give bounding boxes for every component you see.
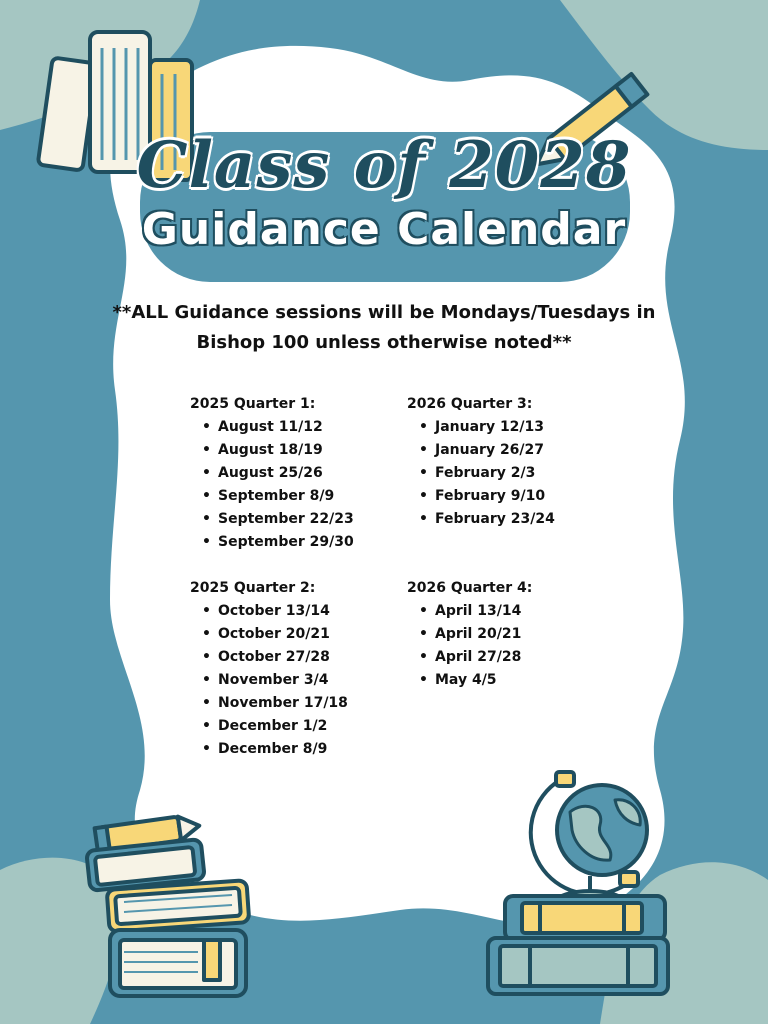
session-date: April 27/28 [435, 649, 522, 665]
bullet-icon: • [202, 672, 211, 688]
list-item [419, 416, 555, 439]
date-list [190, 416, 354, 554]
quarter-block-q2 [190, 577, 348, 761]
list-item [202, 692, 348, 715]
session-date: January 12/13 [435, 419, 545, 435]
list-item [202, 439, 354, 462]
sessions-notice [84, 298, 684, 358]
bullet-icon: • [419, 442, 428, 458]
quarter-block-q1 [190, 393, 354, 554]
session-date: April 13/14 [435, 603, 522, 619]
bullet-icon: • [419, 465, 428, 481]
session-date: February 9/10 [435, 488, 546, 504]
list-item [419, 439, 555, 462]
bullet-icon: • [202, 626, 211, 642]
date-list [190, 600, 348, 761]
bullet-icon: • [419, 603, 428, 619]
quarter-block-q3 [407, 393, 555, 531]
bullet-icon: • [202, 718, 211, 734]
session-date: August 25/26 [218, 465, 323, 481]
session-date: January 26/27 [435, 442, 545, 458]
bullet-icon: • [202, 511, 211, 527]
list-item [419, 508, 555, 531]
quarter-title: 2026 Quarter 3: [407, 396, 533, 412]
bullet-icon: • [202, 419, 211, 435]
session-date: August 11/12 [218, 419, 323, 435]
session-date: February 23/24 [435, 511, 555, 527]
date-list [407, 600, 532, 692]
session-date: December 1/2 [218, 718, 328, 734]
bullet-icon: • [202, 534, 211, 550]
list-item [202, 531, 354, 554]
bullet-icon: • [419, 626, 428, 642]
session-date: August 18/19 [218, 442, 323, 458]
session-date: September 8/9 [218, 488, 335, 504]
session-date: April 20/21 [435, 626, 522, 642]
list-item [202, 715, 348, 738]
bullet-icon: • [202, 695, 211, 711]
list-item [202, 485, 354, 508]
list-item [419, 669, 532, 692]
date-list [407, 416, 555, 531]
list-item [202, 416, 354, 439]
bullet-icon: • [202, 488, 211, 504]
list-item [202, 508, 354, 531]
notice-line-1: **ALL Guidance sessions will be Mondays/Tuesdays in [112, 302, 656, 323]
quarter-title: 2026 Quarter 4: [407, 580, 533, 596]
list-item [419, 646, 532, 669]
session-date: February 2/3 [435, 465, 536, 481]
session-date: December 8/9 [218, 741, 328, 757]
notice-line-2: Bishop 100 unless otherwise noted** [196, 332, 572, 353]
bullet-icon: • [202, 741, 211, 757]
list-item [419, 485, 555, 508]
bullet-icon: • [202, 465, 211, 481]
session-date: November 17/18 [218, 695, 348, 711]
list-item [202, 738, 348, 761]
bullet-icon: • [419, 511, 428, 527]
list-item [419, 623, 532, 646]
list-item [202, 669, 348, 692]
quarter-title: 2025 Quarter 2: [190, 580, 316, 596]
session-date: October 27/28 [218, 649, 330, 665]
bullet-icon: • [419, 419, 428, 435]
session-date: September 29/30 [218, 534, 354, 550]
quarter-title: 2025 Quarter 1: [190, 396, 316, 412]
list-item [419, 462, 555, 485]
session-date: October 20/21 [218, 626, 330, 642]
list-item [419, 600, 532, 623]
bullet-icon: • [202, 442, 211, 458]
list-item [202, 600, 348, 623]
quarter-block-q4 [407, 577, 532, 692]
title-class-of: Class of 2028 [136, 128, 632, 203]
bullet-icon: • [202, 603, 211, 619]
session-date: October 13/14 [218, 603, 330, 619]
list-item [202, 623, 348, 646]
bullet-icon: • [419, 672, 428, 688]
bullet-icon: • [419, 488, 428, 504]
session-date: September 22/23 [218, 511, 354, 527]
bullet-icon: • [202, 649, 211, 665]
list-item [202, 646, 348, 669]
session-date: May 4/5 [435, 672, 497, 688]
session-date: November 3/4 [218, 672, 329, 688]
title-guidance-calendar: Guidance Calendar [141, 204, 627, 255]
list-item [202, 462, 354, 485]
bullet-icon: • [419, 649, 428, 665]
